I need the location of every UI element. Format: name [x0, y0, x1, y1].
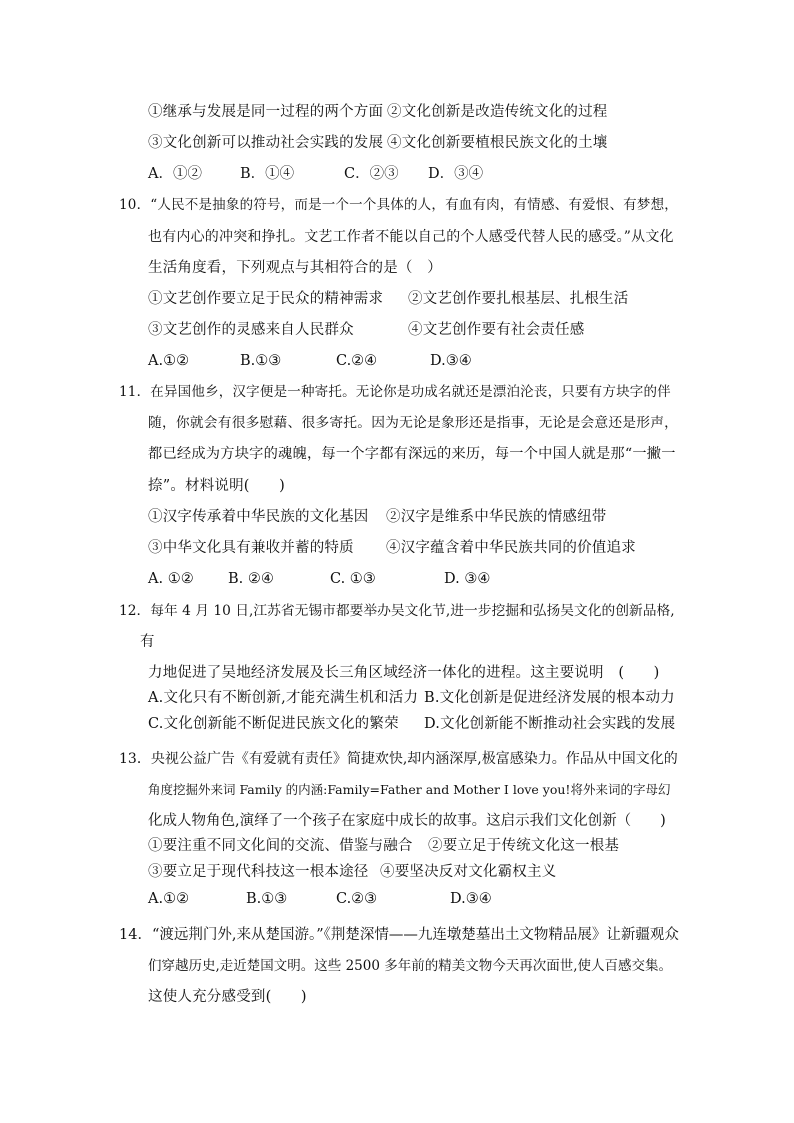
q10-option-b: B.①③ — [240, 353, 282, 369]
q10-option-d: D.③④ — [430, 353, 472, 369]
q12-option-d: D.文化创新能不断推动社会实践的发展 — [424, 716, 676, 732]
q13-option-d: D.③④ — [450, 891, 492, 907]
q11-line-4: 捺”。材料说明( ) — [148, 478, 285, 494]
q9-option-a: A．①② — [148, 166, 202, 182]
q12-line-2: 有 — [140, 634, 155, 650]
q14-line-3: 这使人充分感受到( ) — [148, 989, 307, 1005]
q14-line-1: 14．“渡远荆门外,来从楚国游。”《荆楚深情——九连墩楚墓出土文物精品展》让新疆观众 — [119, 927, 679, 943]
q10-line-3: 生活角度看，下列观点与其相符合的是（ ） — [148, 260, 442, 276]
q10-statement-4: ④文艺创作要有社会责任感 — [408, 322, 585, 338]
q11-statement-2: ②汉字是维系中华民族的情感纽带 — [386, 509, 607, 525]
q9-statement-4: ④文化创新要植根民族文化的土壤 — [387, 135, 608, 151]
q10-statement-1: ①文艺创作要立足于民众的精神需求 — [148, 291, 384, 307]
q11-line-3: 都已经成为方块字的魂魄，每一个字都有深远的来历，每一个中国人就是那“一撇一 — [148, 446, 676, 462]
q13-statement-4: ④要坚决反对文化霸权主义 — [380, 864, 557, 880]
q13-option-a: A.①② — [148, 891, 190, 907]
q11-statement-3: ③中华文化具有兼收并蓄的特质 — [148, 540, 354, 556]
q11-line-1: 11．在异国他乡，汉字便是一种寄托。无论你是功成名就还是漂泊沦丧，只要有方块字的伴 — [119, 384, 671, 400]
q13-statement-1: ①要注重不同文化间的交流、借鉴与融合 — [148, 838, 413, 854]
q9-statement-3: ③文化创新可以推动社会实践的发展 — [148, 135, 384, 151]
q12-option-b: B.文化创新是促进经济发展的根本动力 — [424, 690, 675, 706]
q13-statement-3: ③要立足于现代科技这一根本途径 — [148, 864, 369, 880]
q12-line-1: 12．每年 4 月 10 日,江苏省无锡市都要举办吴文化节,进一步挖掘和弘扬吴文化的创新品格, — [119, 603, 675, 619]
q13-statement-2: ②要立足于传统文化这一根基 — [428, 838, 620, 854]
q11-option-d: D. ③④ — [444, 571, 491, 587]
q11-line-2: 随，你就会有很多慰藉、很多寄托。因为无论是象形还是指事，无论是会意还是形声， — [148, 415, 679, 431]
q10-option-a: A.①② — [148, 353, 190, 369]
q10-statement-3: ③文艺创作的灵感来自人民群众 — [148, 322, 354, 338]
q9-statement-1: ①继承与发展是同一过程的两个方面 — [148, 104, 384, 120]
q11-statement-1: ①汉字传承着中华民族的文化基因 — [148, 509, 369, 525]
q9-option-c: C．②③ — [344, 166, 399, 182]
q13-line-2: 角度挖掘外来词 Family 的内涵:Family=Father and Mother I love you!将外来词的字母幻 — [148, 782, 671, 797]
q10-option-c: C.②④ — [336, 353, 378, 369]
q11-option-b: B. ②④ — [228, 571, 274, 587]
q13-option-b: B.①③ — [246, 891, 288, 907]
q13-line-3: 化成人物角色,演绎了一个孩子在家庭中成长的故事。这启示我们文化创新（ ) — [148, 813, 666, 829]
q13-option-c: C.②③ — [336, 891, 378, 907]
q9-option-d: D．③④ — [428, 166, 484, 182]
q10-line-2: 也有内心的冲突和挣扎。文艺工作者不能以自己的个人感受代替人民的感受。”从文化 — [148, 229, 674, 245]
q11-option-a: A. ①② — [148, 571, 194, 587]
q11-statement-4: ④汉字蕴含着中华民族共同的价值追求 — [386, 540, 636, 556]
q10-line-1: 10．“人民不是抽象的符号，而是一个一个具体的人，有血有肉，有情感、有爱恨、有梦想， — [119, 197, 678, 213]
q10-statement-2: ②文艺创作要扎根基层、扎根生活 — [408, 291, 629, 307]
q13-line-1: 13．央视公益广告《有爱就有责任》简捷欢快,却内涵深厚,极富感染力。作品从中国文化的 — [119, 751, 678, 767]
q11-option-c: C. ①③ — [330, 571, 376, 587]
q12-option-a: A.文化只有不断创新,才能充满生机和活力 — [148, 690, 419, 706]
q9-statement-2: ②文化创新是改造传统文化的过程 — [387, 104, 608, 120]
q12-option-c: C.文化创新能不断促进民族文化的繁荣 — [148, 716, 399, 732]
q12-line-3: 力地促进了吴地经济发展及长三角区域经济一体化的进程。这主要说明 ( ) — [148, 665, 660, 681]
q14-line-2: 们穿越历史,走近楚国文明。这些 2500 多年前的精美文物今天再次面世,使人百感交集。 — [148, 958, 673, 974]
q9-option-b: B．①④ — [240, 166, 295, 182]
